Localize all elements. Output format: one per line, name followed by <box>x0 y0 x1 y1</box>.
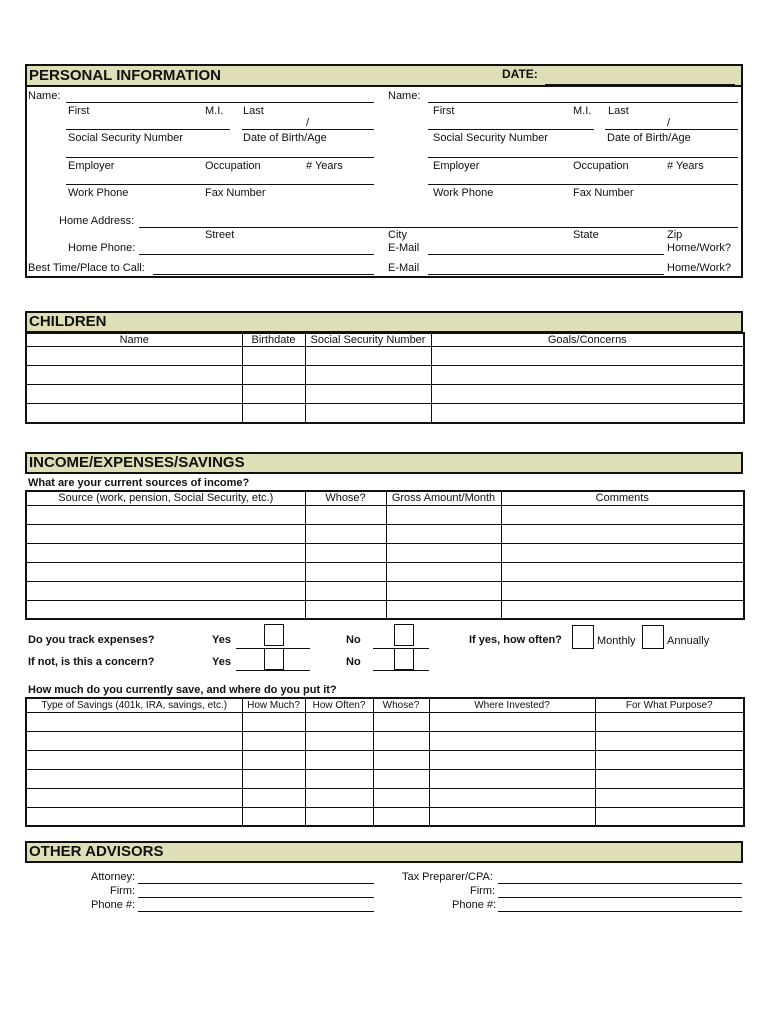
income-col-source: Source (work, pension, Social Security, etc.) <box>26 491 305 505</box>
savings-col-whose: Whose? <box>373 698 429 712</box>
savings-col-how-often: How Often? <box>305 698 373 712</box>
best-time-field[interactable] <box>153 274 374 275</box>
table-cell[interactable] <box>373 769 429 788</box>
table-cell[interactable] <box>305 600 386 619</box>
table-cell[interactable] <box>501 562 744 581</box>
concern-yes-line <box>236 670 310 671</box>
attorney-field[interactable] <box>138 883 374 884</box>
table-cell[interactable] <box>305 807 373 826</box>
table-cell[interactable] <box>595 807 744 826</box>
table-cell[interactable] <box>305 712 373 731</box>
table-cell[interactable] <box>26 750 242 769</box>
income-col-whose: Whose? <box>305 491 386 505</box>
personal-info-title: PERSONAL INFORMATION <box>29 67 221 84</box>
email-label-2: E-Mail <box>388 262 420 274</box>
savings-col-where: Where Invested? <box>429 698 595 712</box>
table-cell[interactable] <box>26 600 305 619</box>
table-cell[interactable] <box>26 543 305 562</box>
last-label-right: Last <box>608 105 629 117</box>
table-cell[interactable] <box>501 505 744 524</box>
table-row <box>26 731 744 750</box>
table-cell[interactable] <box>305 788 373 807</box>
home-work-label-1: Home/Work? <box>667 242 731 254</box>
best-time-label: Best Time/Place to Call: <box>28 262 145 274</box>
first-label-right: First <box>433 105 455 117</box>
track-yes-label: Yes <box>212 634 231 646</box>
dob-label-right: Date of Birth/Age <box>607 132 691 144</box>
table-cell[interactable] <box>305 769 373 788</box>
table-row <box>26 750 744 769</box>
table-cell[interactable] <box>501 524 744 543</box>
concern-no-label: No <box>346 656 361 668</box>
table-cell[interactable] <box>373 712 429 731</box>
fax-label-left: Fax Number <box>205 187 266 199</box>
home-phone-label: Home Phone: <box>68 242 136 254</box>
table-cell[interactable] <box>595 769 744 788</box>
dob-field-right[interactable] <box>605 129 738 130</box>
work-phone-label-right: Work Phone <box>433 187 494 199</box>
table-cell[interactable] <box>242 347 305 366</box>
table-cell[interactable] <box>305 562 386 581</box>
table-cell[interactable] <box>429 769 595 788</box>
home-work-label-2: Home/Work? <box>667 262 731 274</box>
table-cell[interactable] <box>431 385 744 404</box>
work-phone-field-right[interactable] <box>428 184 738 185</box>
track-no-label: No <box>346 634 361 646</box>
children-col-ssn: Social Security Number <box>305 333 431 347</box>
income-title: INCOME/EXPENSES/SAVINGS <box>29 454 245 471</box>
table-row <box>26 543 744 562</box>
table-cell[interactable] <box>373 788 429 807</box>
table-cell[interactable] <box>305 543 386 562</box>
table-row <box>26 581 744 600</box>
children-header <box>25 311 743 333</box>
email-field-1[interactable] <box>428 254 664 255</box>
attorney-firm-field[interactable] <box>138 897 374 898</box>
table-cell[interactable] <box>373 750 429 769</box>
table-cell[interactable] <box>386 600 501 619</box>
track-expenses-question: Do you track expenses? <box>28 634 155 646</box>
attorney-phone-field[interactable] <box>138 911 374 912</box>
table-row <box>26 712 744 731</box>
table-cell[interactable] <box>242 769 305 788</box>
savings-col-how-much: How Much? <box>242 698 305 712</box>
date-label: DATE: <box>502 67 538 81</box>
name-field-left[interactable] <box>66 102 374 103</box>
table-cell[interactable] <box>429 731 595 750</box>
zip-label: Zip <box>667 229 683 241</box>
name-label-left: Name: <box>28 90 61 102</box>
attorney-phone-label: Phone #: <box>91 899 136 911</box>
track-no-checkbox[interactable] <box>394 624 414 646</box>
table-row <box>26 524 744 543</box>
table-cell[interactable] <box>26 769 242 788</box>
children-col-birthdate: Birthdate <box>242 333 305 347</box>
income-col-comments: Comments <box>501 491 744 505</box>
last-label-left: Last <box>243 105 264 117</box>
table-cell[interactable] <box>595 788 744 807</box>
table-cell[interactable] <box>305 404 431 423</box>
table-row <box>26 788 744 807</box>
tax-phone-label: Phone #: <box>452 899 497 911</box>
employer-field-left[interactable] <box>66 157 374 158</box>
table-cell[interactable] <box>242 404 305 423</box>
table-cell[interactable] <box>429 788 595 807</box>
savings-question: How much do you currently save, and where do you put it? <box>28 684 337 696</box>
table-cell[interactable] <box>373 731 429 750</box>
city-label: City <box>388 229 407 241</box>
table-cell[interactable] <box>595 712 744 731</box>
track-yes-checkbox[interactable] <box>264 624 284 646</box>
table-cell[interactable] <box>429 712 595 731</box>
children-table <box>25 332 745 424</box>
table-cell[interactable] <box>305 750 373 769</box>
table-row <box>26 385 744 404</box>
table-cell[interactable] <box>431 366 744 385</box>
concern-yes-checkbox[interactable] <box>264 648 284 670</box>
table-cell[interactable] <box>595 731 744 750</box>
table-cell[interactable] <box>26 505 305 524</box>
work-phone-label-left: Work Phone <box>68 187 129 199</box>
table-row <box>26 769 744 788</box>
tax-preparer-label: Tax Preparer/CPA: <box>402 871 493 883</box>
table-cell[interactable] <box>386 581 501 600</box>
monthly-checkbox[interactable] <box>572 625 594 649</box>
dob-slash-right: / <box>667 117 671 129</box>
table-cell[interactable] <box>501 581 744 600</box>
income-sources-question: What are your current sources of income? <box>28 477 250 489</box>
table-cell[interactable] <box>26 524 305 543</box>
table-cell[interactable] <box>386 505 501 524</box>
table-row <box>26 505 744 524</box>
ssn-field-left[interactable] <box>66 129 230 130</box>
table-cell[interactable] <box>26 712 242 731</box>
street-label: Street <box>205 229 235 241</box>
tax-phone-field[interactable] <box>498 911 742 912</box>
name-label-right: Name: <box>388 90 421 102</box>
years-label-left: # Years <box>306 160 343 172</box>
table-cell[interactable] <box>501 600 744 619</box>
home-address-label: Home Address: <box>59 215 135 227</box>
years-label-right: # Years <box>667 160 704 172</box>
email-label-1: E-Mail <box>388 242 420 254</box>
mi-label-right: M.I. <box>573 105 592 117</box>
home-phone-field[interactable] <box>139 254 374 255</box>
table-cell[interactable] <box>305 524 386 543</box>
income-col-gross: Gross Amount/Month <box>386 491 501 505</box>
table-row <box>26 366 744 385</box>
table-row <box>26 347 744 366</box>
annually-checkbox[interactable] <box>642 625 664 649</box>
first-label-left: First <box>68 105 90 117</box>
table-cell[interactable] <box>305 366 431 385</box>
table-cell[interactable] <box>305 347 431 366</box>
table-cell[interactable] <box>242 750 305 769</box>
table-cell[interactable] <box>429 807 595 826</box>
concern-no-checkbox[interactable] <box>394 648 414 670</box>
savings-col-type: Type of Savings (401k, IRA, savings, etc.) <box>26 698 242 712</box>
table-cell[interactable] <box>242 731 305 750</box>
concern-yes-label: Yes <box>212 656 231 668</box>
table-cell[interactable] <box>431 404 744 423</box>
fax-label-right: Fax Number <box>573 187 634 199</box>
work-phone-field-left[interactable] <box>66 184 374 185</box>
ssn-label-left: Social Security Number <box>68 132 183 144</box>
state-label: State <box>573 229 599 241</box>
table-cell[interactable] <box>305 505 386 524</box>
date-field[interactable] <box>545 84 735 85</box>
table-cell[interactable] <box>26 366 242 385</box>
table-cell[interactable] <box>431 347 744 366</box>
table-cell[interactable] <box>305 581 386 600</box>
table-cell[interactable] <box>242 712 305 731</box>
dob-slash-left: / <box>306 117 310 129</box>
table-cell[interactable] <box>386 543 501 562</box>
table-row <box>26 562 744 581</box>
mi-label-left: M.I. <box>205 105 224 117</box>
dob-label-left: Date of Birth/Age <box>243 132 327 144</box>
table-cell[interactable] <box>26 807 242 826</box>
attorney-firm-label: Firm: <box>110 885 136 897</box>
employer-field-right[interactable] <box>428 157 738 158</box>
income-table <box>25 490 745 620</box>
monthly-label: Monthly <box>597 635 636 647</box>
table-cell[interactable] <box>386 562 501 581</box>
how-often-question: If yes, how often? <box>469 634 562 646</box>
ssn-label-right: Social Security Number <box>433 132 548 144</box>
table-cell[interactable] <box>26 731 242 750</box>
table-cell[interactable] <box>26 581 305 600</box>
table-cell[interactable] <box>242 385 305 404</box>
tax-preparer-field[interactable] <box>498 883 742 884</box>
table-cell[interactable] <box>26 404 242 423</box>
annually-label: Annually <box>667 635 710 647</box>
table-row <box>26 807 744 826</box>
tax-firm-field[interactable] <box>498 897 742 898</box>
children-col-name: Name <box>26 333 242 347</box>
table-cell[interactable] <box>305 731 373 750</box>
table-cell[interactable] <box>26 562 305 581</box>
table-cell[interactable] <box>595 750 744 769</box>
children-col-goals: Goals/Concerns <box>431 333 744 347</box>
email-field-2[interactable] <box>428 274 664 275</box>
table-cell[interactable] <box>501 543 744 562</box>
tax-firm-label: Firm: <box>470 885 496 897</box>
table-cell[interactable] <box>26 788 242 807</box>
table-cell[interactable] <box>26 347 242 366</box>
children-title: CHILDREN <box>29 313 107 330</box>
table-cell[interactable] <box>386 524 501 543</box>
employer-label-right: Employer <box>433 160 480 172</box>
occupation-label-left: Occupation <box>205 160 261 172</box>
table-cell[interactable] <box>429 750 595 769</box>
advisors-title: OTHER ADVISORS <box>29 843 164 860</box>
table-cell[interactable] <box>373 807 429 826</box>
attorney-label: Attorney: <box>91 871 136 883</box>
savings-col-purpose: For What Purpose? <box>595 698 744 712</box>
savings-table <box>25 697 745 827</box>
home-address-field[interactable] <box>139 227 738 228</box>
concern-question: If not, is this a concern? <box>28 656 155 668</box>
table-cell[interactable] <box>242 807 305 826</box>
table-cell[interactable] <box>242 366 305 385</box>
ssn-field-right[interactable] <box>428 129 594 130</box>
table-cell[interactable] <box>242 788 305 807</box>
employer-label-left: Employer <box>68 160 115 172</box>
table-cell[interactable] <box>305 385 431 404</box>
occupation-label-right: Occupation <box>573 160 629 172</box>
table-cell[interactable] <box>26 385 242 404</box>
concern-no-line <box>373 670 429 671</box>
table-row <box>26 600 744 619</box>
name-field-right[interactable] <box>428 102 738 103</box>
dob-field-left[interactable] <box>242 129 374 130</box>
table-row <box>26 404 744 423</box>
